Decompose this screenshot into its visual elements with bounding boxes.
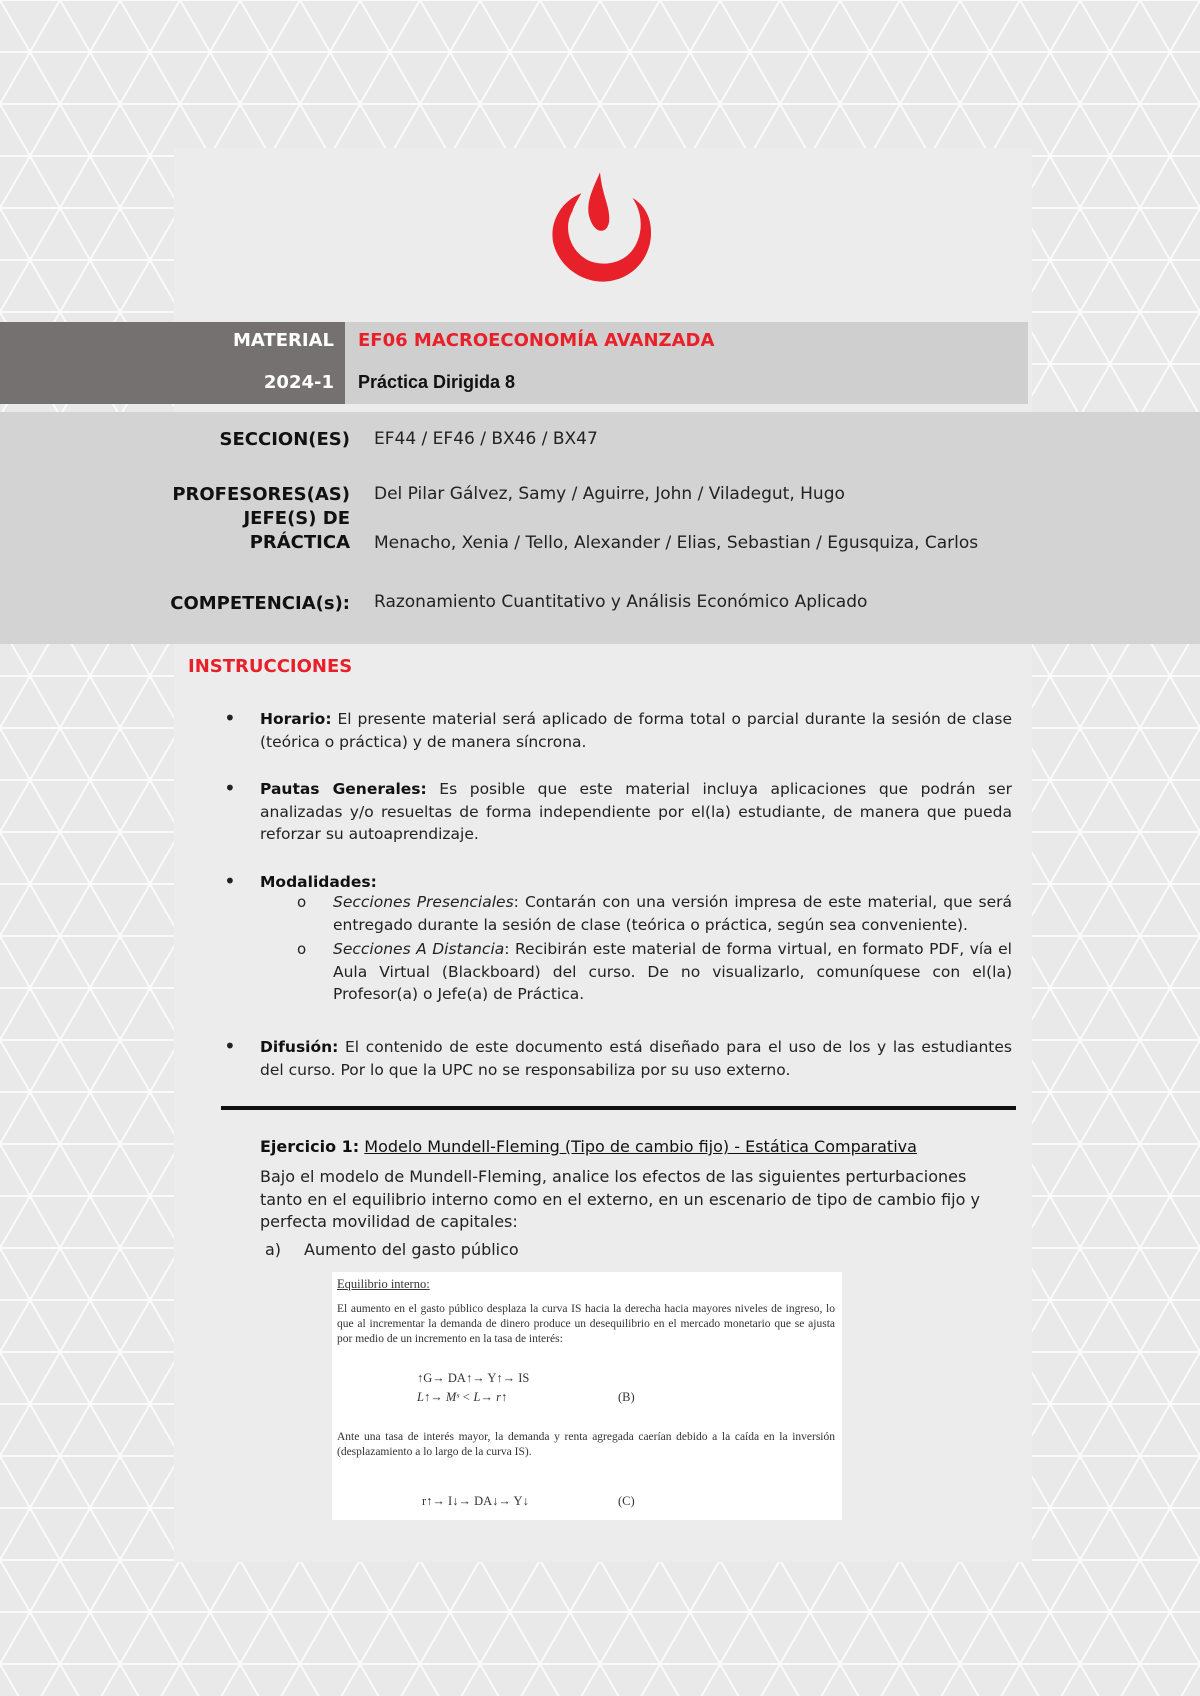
difusion-paragraph [260, 1036, 1012, 1081]
solution-equation-2-tag: (B) [618, 1390, 635, 1404]
difusion-text: El contenido de este documento está diseñado para el uso de los y las estudiantes del curso. Por lo que la UPC no se responsabiliza por su uso externo. [260, 1038, 1012, 1079]
solution-equation-3-tag: (C) [618, 1494, 635, 1508]
bullet-icon: • [224, 1034, 236, 1058]
horario-paragraph [260, 708, 1012, 753]
solution-equation-2: L↑→ Mˢ < L→ r↑ [417, 1390, 508, 1404]
solution-equation-3: r↑→ I↓→ DA↓→ Y↓ [422, 1494, 529, 1508]
professors-label: PROFESORES(AS) [172, 484, 350, 505]
solution-paragraph-1: El aumento en el gasto público desplaza la curva IS hacia la derecha hacia mayores niveles de ingreso, lo que al incrementar la demanda de dinero produce un desequilibrio en el mercado monetario que se ajusta por medio de un incremento en la tasa de interés: [337, 1303, 835, 1345]
bullet-icon: • [224, 706, 236, 730]
bullet-icon: • [224, 776, 236, 800]
exercise-label: Ejercicio 1: [260, 1137, 360, 1156]
presenciales-text: : Contarán con una versión impresa de este material, que será entregado durante la sesión de clase (teórica o práctica, según sea conveniente). [333, 893, 1012, 934]
difusion-label: Difusión: [260, 1038, 339, 1056]
solution-excerpt [332, 1272, 842, 1520]
horario-text: El presente material será aplicado de forma total o parcial durante la sesión de clase (teórica o práctica) y de manera síncrona. [260, 710, 1012, 751]
modalidades-label: Modalidades: [260, 873, 377, 891]
distancia-paragraph [333, 938, 1012, 1006]
exercise-heading [260, 1137, 917, 1156]
bullet-icon: • [224, 869, 236, 893]
competency-value: Razonamiento Cuantitativo y Análisis Económico Aplicado [374, 592, 868, 612]
material-label: MATERIAL [233, 330, 334, 351]
exercise-title: Modelo Mundell-Fleming (Tipo de cambio fijo) - Estática Comparativa [364, 1137, 917, 1156]
exercise-item-marker: a) [265, 1240, 282, 1259]
competency-label: COMPETENCIA(s): [170, 593, 350, 614]
sections-value: EF44 / EF46 / BX46 / BX47 [374, 429, 598, 449]
presenciales-paragraph [333, 891, 1012, 936]
distancia-text: : Recibirán este material de forma virtual, en formato PDF, vía el Aula Virtual (Blackboard) del curso. De no visualizarlo, comuníquese con el(la) Profesor(a) o Jefe(a) de Práctica. [333, 940, 1012, 1003]
distancia-label: Secciones A Distancia [333, 940, 505, 958]
solution-equation-1: ↑G→ DA↑→ Y↑→ IS [417, 1371, 530, 1385]
instructions-title: INSTRUCCIONES [188, 656, 353, 677]
solution-paragraph-2: Ante una tasa de interés mayor, la demanda y renta agregada caerían debido a la caída en la inversión (desplazamiento a lo largo de la curva IS). [337, 1431, 835, 1458]
sections-label: SECCION(ES) [219, 429, 350, 450]
exercise-item-text: Aumento del gasto público [304, 1240, 519, 1259]
presenciales-label: Secciones Presenciales [333, 893, 514, 911]
sub-bullet-icon: o [297, 893, 307, 911]
solution-heading: Equilibrio interno: [337, 1277, 430, 1291]
upc-flame-logo-icon [542, 170, 658, 286]
document-subtitle: Práctica Dirigida 8 [358, 372, 516, 392]
professors-value: Del Pilar Gálvez, Samy / Aguirre, John / Viladegut, Hugo [374, 484, 845, 504]
heads-label-line2: PRÁCTICA [249, 532, 350, 553]
pautas-paragraph [260, 778, 1012, 846]
pautas-text: Es posible que este material incluya aplicaciones que podrán ser analizadas y/o resueltas de forma independiente por el(la) estudiante, de manera que pueda reforzar su autoaprendizaje. [260, 780, 1012, 843]
heads-label-line1: JEFE(S) DE [243, 508, 350, 529]
course-title: EF06 MACROECONOMÍA AVANZADA [358, 330, 715, 351]
term-label: 2024-1 [263, 372, 334, 393]
sub-bullet-icon: o [297, 940, 307, 958]
section-divider [221, 1106, 1016, 1110]
horario-label: Horario: [260, 710, 332, 728]
exercise-body: Bajo el modelo de Mundell-Fleming, analice los efectos de las siguientes perturbaciones tanto en el equilibrio interno como en el externo, en un escenario de tipo de cambio fijo y perfecta movilidad de capitales: [260, 1167, 980, 1231]
pautas-label: Pautas Generales: [260, 780, 427, 798]
heads-value: Menacho, Xenia / Tello, Alexander / Elias, Sebastian / Egusquiza, Carlos [374, 533, 979, 553]
